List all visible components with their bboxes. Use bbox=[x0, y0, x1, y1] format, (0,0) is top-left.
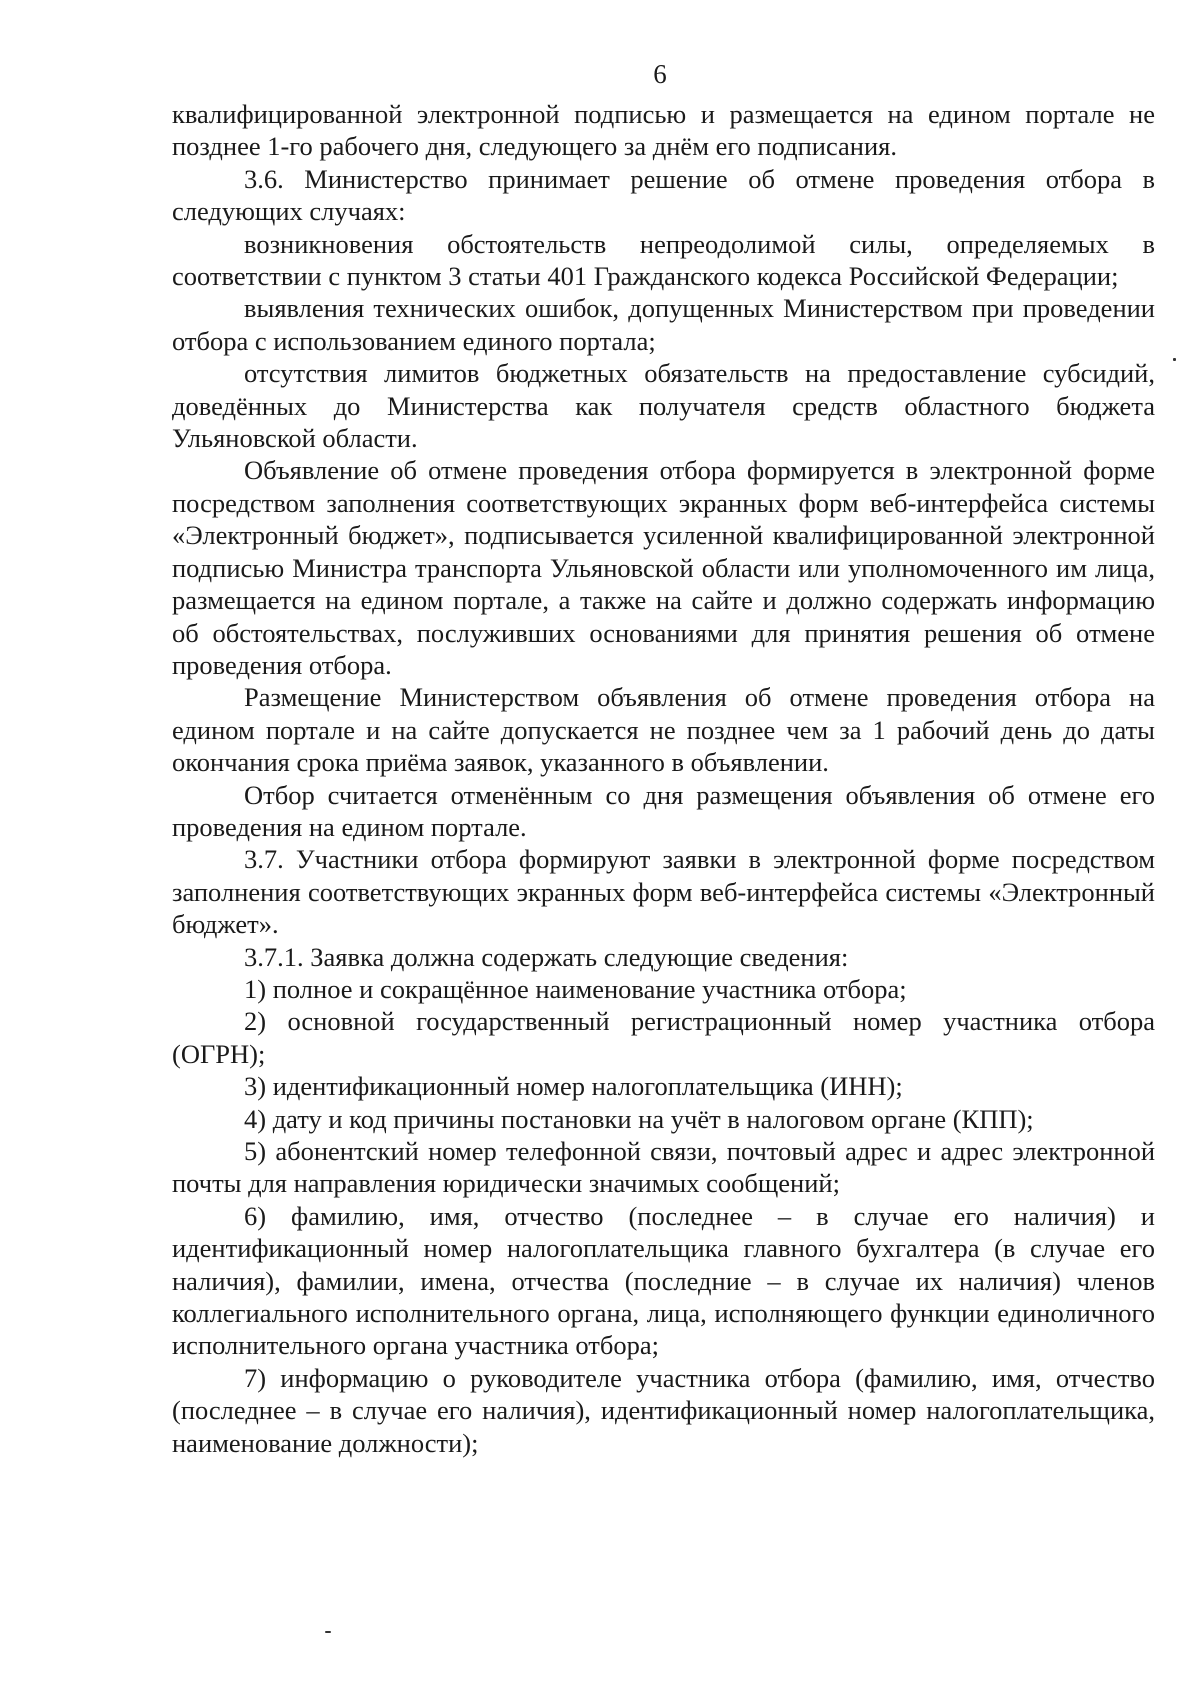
list-item-2: 2) основной государственный регистрационный номер участника отбора (ОГРН); bbox=[172, 1006, 1155, 1069]
paragraph-continuation: квалифицированной электронной подписью и размещается на едином портале не позднее 1-го рабочего дня, следующего за днём его подписания. bbox=[172, 99, 1155, 162]
list-item-1: 1) полное и сокращённое наименование участника отбора; bbox=[244, 973, 907, 1004]
paragraph-cancellation-notice: Объявление об отмене проведения отбора формируется в электронной форме посредством заполнения соответствующих экранных форм веб-интерфейса системы «Электронный бюджет», подписывается усиленной квалифицированной электронной подписью Министра транспорта Ульяновской области или уполномоченного им лица, размещается на едином портале, а также на сайте и должно содержать информацию об обстоятельствах, послуживших основаниями для принятия решения об отмене проведения отбора. bbox=[172, 455, 1155, 680]
list-item-7: 7) информацию о руководителе участника отбора (фамилию, имя, отчество (последнее – в случае его наличия), идентификационный номер налогоплательщика, наименование должности); bbox=[172, 1362, 1155, 1458]
list-item-6: 6) фамилию, имя, отчество (последнее – в случае его наличия) и идентификационный номер налогоплательщика главного бухгалтера (в случае его наличия), фамилии, имена, отчества (последние – в случае их наличия) членов коллегиального исполнительного органа, лица, исполняющего функции единоличного исполнительного органа участника отбора; bbox=[172, 1200, 1155, 1361]
list-item-5: 5) абонентский номер телефонной связи, почтовый адрес и адрес электронной почты для направления юридически значимых сообщений; bbox=[172, 1136, 1155, 1199]
page-number: 6 bbox=[653, 59, 667, 89]
list-item-4: 4) дату и код причины постановки на учёт в налоговом органе (КПП); bbox=[244, 1103, 1034, 1134]
scan-speck bbox=[325, 1631, 331, 1633]
paragraph-case-no-limits: отсутствия лимитов бюджетных обязательств на предоставление субсидий, доведённых до Министерства как получателя средств областного бюджета Ульяновской области. bbox=[172, 358, 1155, 454]
list-item-3: 3) идентификационный номер налогоплательщика (ИНН); bbox=[244, 1071, 903, 1102]
paragraph-case-force-majeure: возникновения обстоятельств непреодолимой силы, определяемых в соответствии с пунктом 3 статьи 401 Гражданского кодекса Российской Федерации; bbox=[172, 228, 1155, 292]
paragraph-notice-placement: Размещение Министерством объявления об отмене проведения отбора на едином портале и на сайте допускается не позднее чем за 1 рабочий день до даты окончания срока приёма заявок, указанного в объявлении. bbox=[172, 682, 1155, 778]
document-body bbox=[172, 98, 1155, 1459]
scan-speck bbox=[1173, 358, 1176, 361]
paragraph-case-technical-errors: выявления технических ошибок, допущенных Министерством при проведении отбора с использованием единого портала; bbox=[172, 293, 1155, 356]
paragraph-selection-cancelled: Отбор считается отменённым со дня размещения объявления об отмене его проведения на едином портале. bbox=[172, 779, 1155, 842]
paragraph-clause-3-6: 3.6. Министерство принимает решение об отмене проведения отбора в следующих случаях: bbox=[172, 163, 1155, 227]
paragraph-clause-3-7-1: 3.7.1. Заявка должна содержать следующие сведения: bbox=[244, 941, 849, 972]
paragraph-clause-3-7: 3.7. Участники отбора формируют заявки в электронной форме посредством заполнения соответствующих экранных форм веб-интерфейса системы «Электронный бюджет». bbox=[172, 844, 1155, 940]
